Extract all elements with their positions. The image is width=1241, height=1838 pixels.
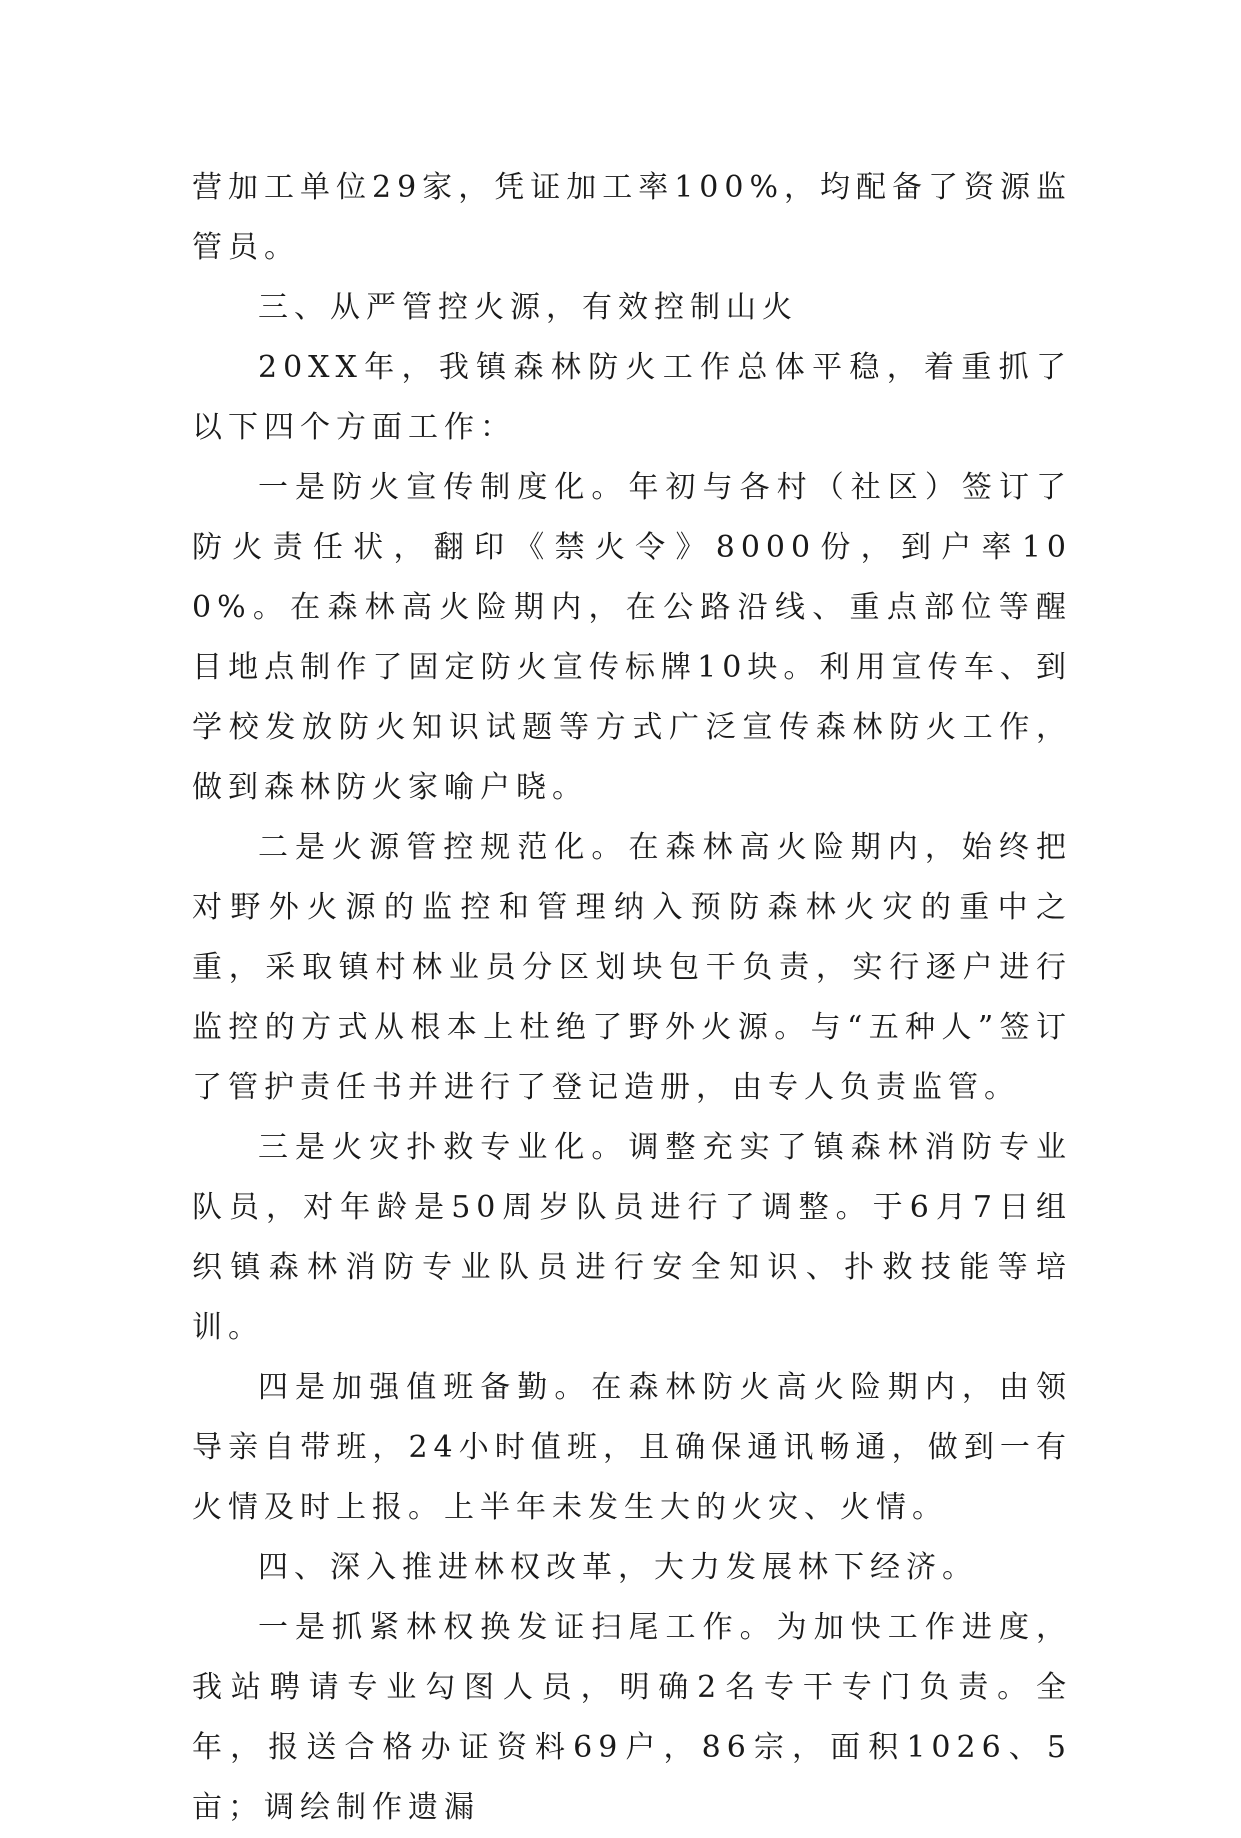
section-heading-4: 四、深入推进林权改革，大力发展林下经济。 xyxy=(258,1550,978,1585)
paragraph-duty-shift: 四是加强值班备勤。在森林防火高火险期内，由领导亲自带班，24小时值班，且确保通讯畅通，做到一有火情及时上报。上半年未发生大的火灾、火情。 xyxy=(192,1370,1072,1525)
paragraph-fire-source-control: 二是火源管控规范化。在森林高火险期内，始终把对野外火源的监控和管理纳入预防森林火灾的重中之重，采取镇村林业员分区划块包干负责，实行逐户进行监控的方式从根本上杜绝了野外火源。与“五种人”签订了管护责任书并进行了登记造册，由专人负责监管。 xyxy=(192,830,1072,1105)
paragraph-fire-overview: 20XX年，我镇森林防火工作总体平稳，着重抓了以下四个方面工作： xyxy=(192,350,1072,445)
document-body xyxy=(192,158,1072,1838)
paragraph-fire-fighting: 三是火灾扑救专业化。调整充实了镇森林消防专业队员，对年龄是50周岁队员进行了调整。于6月7日组织镇森林消防专业队员进行安全知识、扑救技能等培训。 xyxy=(192,1130,1072,1345)
paragraph-forest-rights: 一是抓紧林权换发证扫尾工作。为加快工作进度，我站聘请专业勾图人员，明确2名专干专门负责。全年，报送合格办证资料69户，86宗，面积1026、5亩；调绘制作遗漏 xyxy=(192,1610,1072,1825)
section-heading-3: 三、从严管控火源，有效控制山火 xyxy=(258,290,798,325)
paragraph-continuation: 营加工单位29家，凭证加工率100%，均配备了资源监管员。 xyxy=(192,170,1072,265)
paragraph-fire-publicity: 一是防火宣传制度化。年初与各村（社区）签订了防火责任状，翻印《禁火令》8000份，到户率100%。在森林高火险期内，在公路沿线、重点部位等醒目地点制作了固定防火宣传标牌10块。利用宣传车、到学校发放防火知识试题等方式广泛宣传森林防火工作，做到森林防火家喻户晓。 xyxy=(192,470,1072,805)
